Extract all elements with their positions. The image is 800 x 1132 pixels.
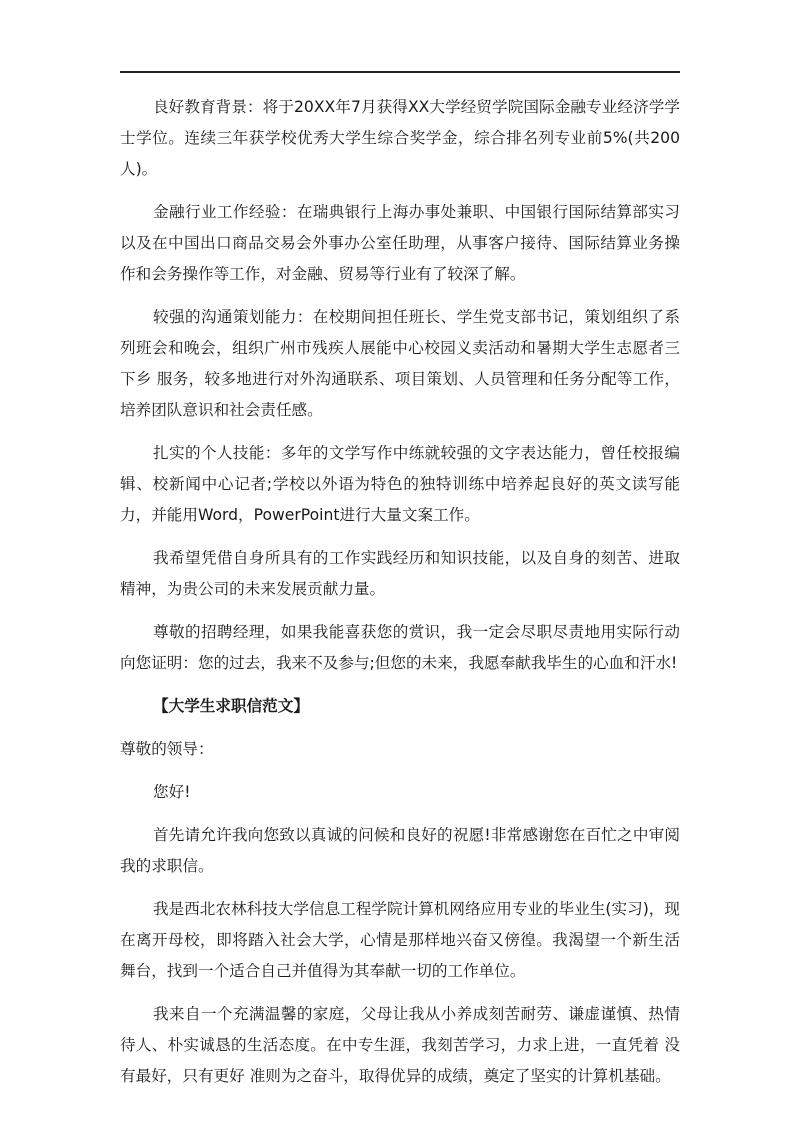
paragraph-background: 我来自一个充满温馨的家庭，父母让我从小养成刻苦耐劳、谦虚谨慎、热情待人、朴实诚恳的生活态度。在中专生涯，我刻苦学习，力求上进，一直凭着 没有最好，只有更好 准则为之奋斗，取得优异的成绩，奠定了坚实的计算机基础。: [120, 1005, 680, 1085]
paragraph-introduction: 我是西北农林科技大学信息工程学院计算机网络应用专业的毕业生(实习)，现在离开母校，即将踏入社会大学，心情是那样地兴奋又傍徨。我渴望一个新生活舞台，找到一个适合自己并值得为其奉献一切的工作单位。: [120, 900, 680, 980]
paragraph-skills: 扎实的个人技能：多年的文学写作中练就较强的文字表达能力，曾任校报编辑、校新闻中心记者;学校以外语为特色的独特训练中培养起良好的英文读写能力，并能用Word，PowerPoint进行大量文案工作。: [120, 444, 680, 524]
section-heading: 【大学生求职信范文】: [153, 697, 309, 715]
paragraph-closing: 尊敬的招聘经理，如果我能喜获您的赏识，我一定会尽职尽责地用实际行动向您证明：您的过去，我来不及参与;但您的未来，我愿奉献我毕生的心血和汗水!: [120, 623, 680, 672]
paragraph-aspiration: 我希望凭借自身所具有的工作实践经历和知识技能，以及自身的刻苦、进取精神，为贵公司的未来发展贡献力量。: [120, 549, 680, 598]
salutation: 尊敬的领导：: [120, 740, 214, 758]
document-body: [120, 92, 680, 1104]
paragraph-opening: 首先请允许我向您致以真诚的问候和良好的祝愿!非常感谢您在百忙之中审阅我的求职信。: [120, 826, 680, 875]
paragraph-communication: 较强的沟通策划能力：在校期间担任班长、学生党支部书记，策划组织了系列班会和晚会，组织广州市残疾人展能中心校园义卖活动和暑期大学生志愿者三下乡 服务，较多地进行对外沟通联系、项目策划、人员管理和任务分配等工作，培养团队意识和社会责任感。: [120, 308, 680, 419]
paragraph-work-experience: 金融行业工作经验：在瑞典银行上海办事处兼职、中国银行国际结算部实习以及在中国出口商品交易会外事办公室任助理，从事客户接待、国际结算业务操作和会务操作等工作，对金融、贸易等行业有了较深了解。: [120, 203, 680, 283]
greeting: 您好!: [153, 783, 191, 801]
header-rule: [120, 71, 680, 73]
paragraph-education: 良好教育背景：将于20XX年7月获得XX大学经贸学院国际金融专业经济学学士学位。连续三年获学校优秀大学生综合奖学金，综合排名列专业前5%(共200人)。: [120, 98, 680, 178]
